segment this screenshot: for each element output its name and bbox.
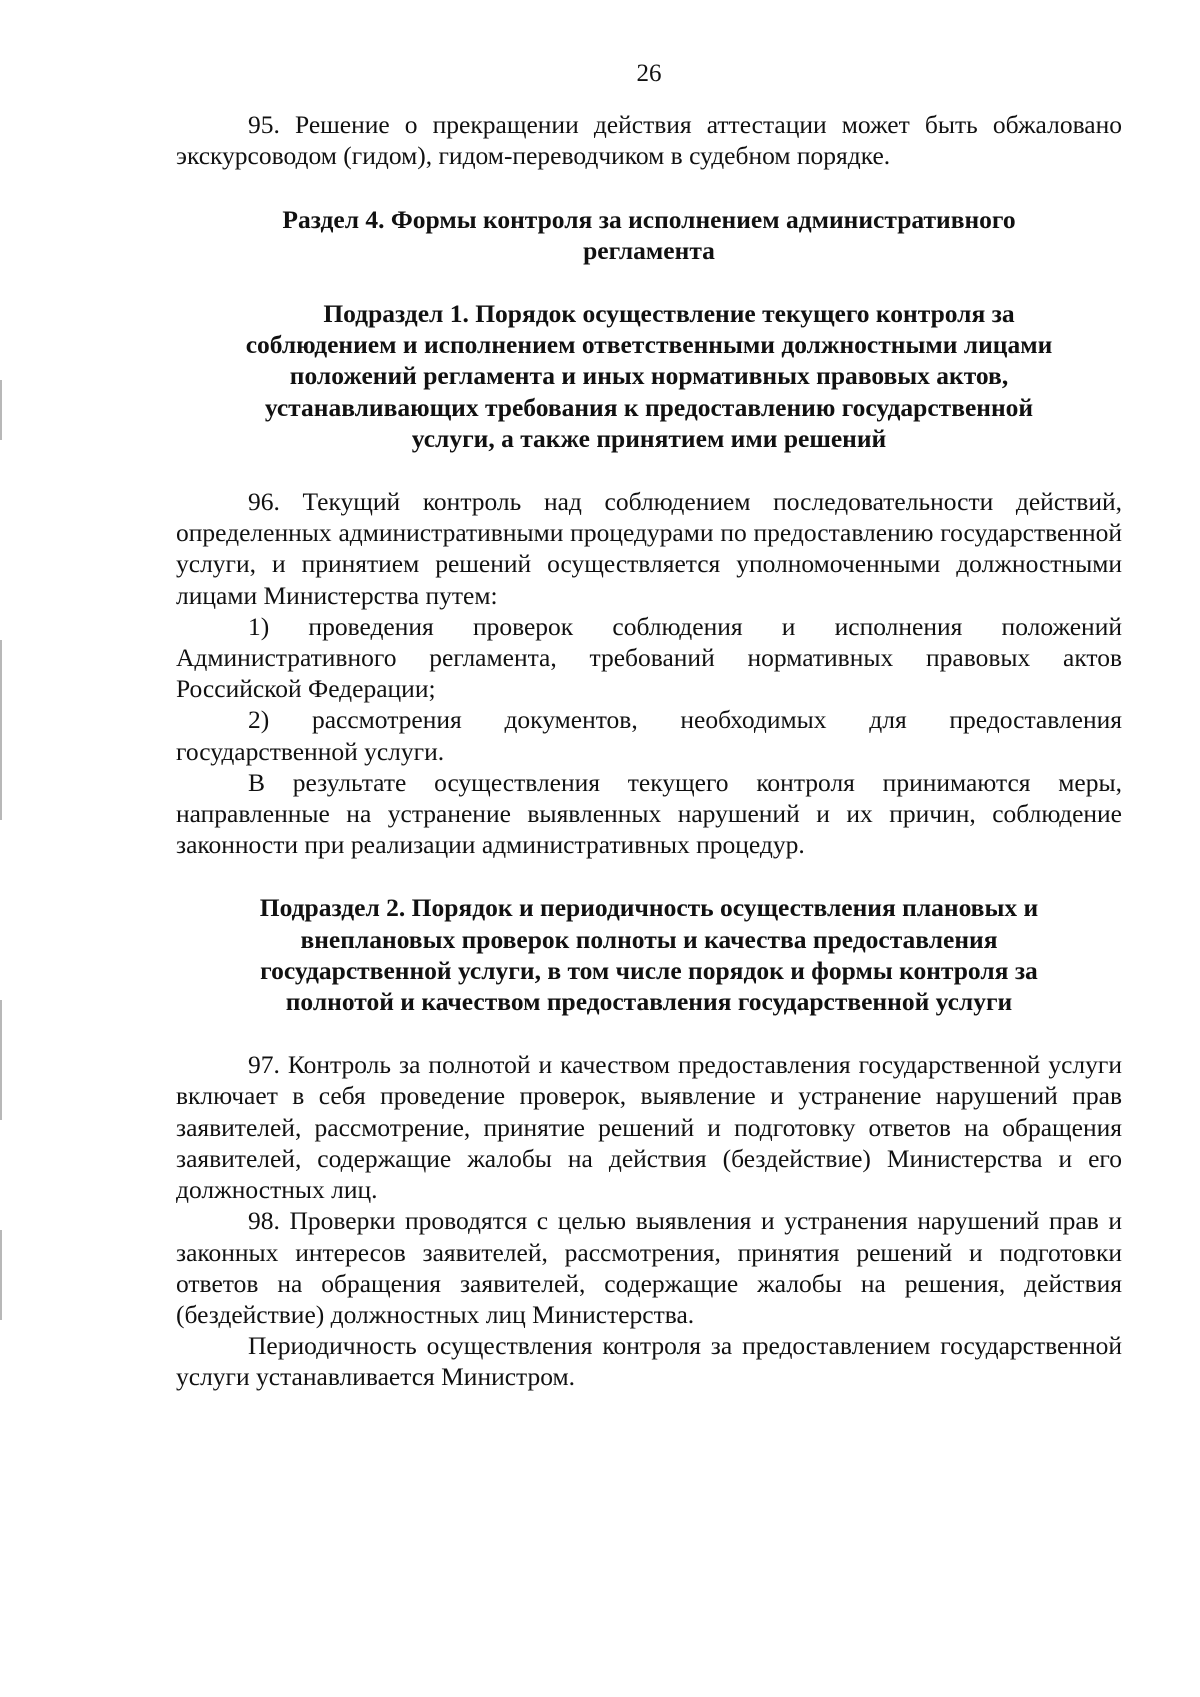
paragraph-96-item-1: 1) проведения проверок соблюдения и исполнения положений Административного регламента, требований нормативных правовых актов Российской Федерации; (176, 611, 1122, 704)
paragraph-95: 95. Решение о прекращении действия аттестации может быть обжаловано экскурсоводом (гидом), гидом-переводчиком в судебном порядке. (176, 110, 1122, 171)
heading-line: Раздел 4. Формы контроля за исполнением административного (282, 204, 1016, 234)
spacer (176, 266, 1122, 298)
spacer (176, 1017, 1122, 1049)
heading-line: положений регламента и иных нормативных правовых актов, (289, 361, 1009, 391)
heading-line: услуги, а также принятием ими решений (411, 423, 887, 453)
paragraph-98: 98. Проверки проводятся с целью выявления и устранения нарушений прав и законных интересов заявителей, рассмотрения, принятия решений и подготовки ответов на обращения заявителей, содержащие жалобы на решения, действия (бездействие) должностных лиц Министерства. (176, 1206, 1122, 1329)
heading-line: устанавливающих требования к предоставлению государственной (264, 392, 1034, 422)
heading-line: соблюдением и исполнением ответственными должностными лицами (245, 330, 1053, 360)
paragraph-96-result: В результате осуществления текущего контроля принимаются меры, направленные на устранение выявленных нарушений и их причин, соблюдение законности при реализации административных процедур. (176, 767, 1122, 860)
scan-edge-mark (0, 640, 2, 820)
scan-edge-mark (0, 1000, 2, 1120)
subsection-1-heading (176, 298, 1122, 454)
heading-line: внеплановых проверок полноты и качества предоставления (300, 924, 998, 954)
heading-line: полнотой и качеством предоставления государственной услуги (285, 987, 1013, 1017)
paragraph-96-item-2: 2) рассмотрения документов, необходимых для предоставления государственной услуги. (176, 705, 1122, 766)
paragraph-98-periodicity: Периодичность осуществления контроля за предоставлением государственной услуги устанавливается Министром. (176, 1331, 1122, 1392)
page-number: 26 (636, 60, 662, 87)
subsection-2-heading (176, 892, 1122, 1017)
scan-edge-mark (0, 1230, 2, 1320)
heading-line: Подраздел 1. Порядок осуществление текущего контроля за (323, 299, 1015, 329)
spacer (176, 172, 1122, 204)
document-page (176, 58, 1122, 1393)
paragraph-96: 96. Текущий контроль над соблюдением последовательности действий, определенных административными процедурами по предоставлению государственной услуги, и принятием решений осуществляется уполномоченными должностными лицами Министерства путем: (176, 487, 1122, 610)
paragraph-97: 97. Контроль за полнотой и качеством предоставления государственной услуги включает в себя проведение проверок, выявление и устранение нарушений прав заявителей, рассмотрение, принятие решений и подготовку ответов на обращения заявителей, содержащие жалобы на действия (бездействие) Министерства и его должностных лиц. (176, 1050, 1122, 1205)
spacer (176, 860, 1122, 892)
section-4-heading (176, 204, 1122, 266)
heading-line: регламента (583, 235, 715, 265)
scan-edge-mark (0, 380, 2, 440)
heading-line: государственной услуги, в том числе порядок и формы контроля за (260, 955, 1038, 985)
spacer (176, 454, 1122, 486)
heading-line: Подраздел 2. Порядок и периодичность осуществления плановых и (259, 893, 1039, 923)
